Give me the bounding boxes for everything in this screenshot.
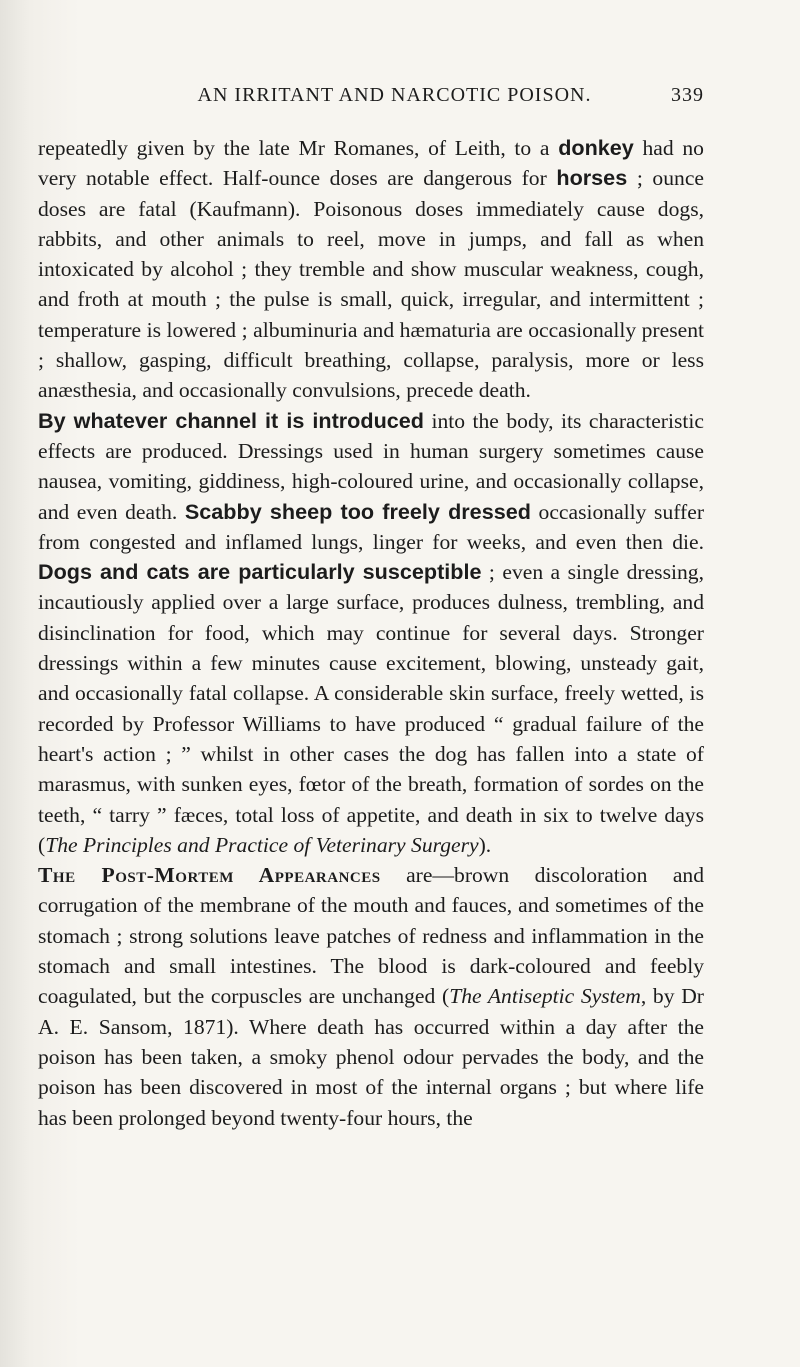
bold-term: donkey <box>558 135 634 160</box>
text-run: ; ounce doses are fatal (Kaufmann). Poisonous doses immediately cause dogs, rabbits, and other animals to reel, move in jumps, and fall as when intoxicated by alcohol ; they tremble and show muscular weakness, cough, and froth at mouth ; the pulse is small, quick, irregular, and intermittent ; temperature is lowered ; albuminuria and hæmaturia are occasionally present ; shallow, gasping, difficult breathing, collapse, paralysis, more or less anæsthesia, and occasionally convulsions, precede death. <box>38 166 704 403</box>
running-header <box>38 84 704 107</box>
citation-title: The Antiseptic System <box>449 984 641 1009</box>
text-run: repeatedly given by the late Mr Romanes, of Leith, to a <box>38 136 559 160</box>
running-title: AN IRRITANT AND NARCOTIC POISON. <box>197 84 592 106</box>
paragraph-2 <box>38 406 704 860</box>
text-run: ). <box>478 832 492 857</box>
text-run: are—brown discoloration and corrugation of the membrane of the mouth and fauces, and sometimes of the stomach ; strong solutions leave patches of redness and inflammation in the stomach and small intestines. The blood is dark-coloured and feebly coagulated, but the corpuscles are unchanged ( <box>38 863 704 1009</box>
page-number: 339 <box>671 84 704 106</box>
bold-term: Dogs and cats are particularly susceptible <box>38 559 482 585</box>
text-run: occasionally suffer from congested and inflamed lungs, linger for weeks, and even then die. <box>38 499 705 554</box>
section-heading: The Post-Mortem Appearances <box>38 863 381 888</box>
body-text <box>38 133 704 1133</box>
text-run: had no very notable effect. Half-ounce doses are dangerous for <box>38 136 704 191</box>
text-run: ; even a single dressing, incautiously applied over a large surface, produces dulness, trembling, and disinclination for food, which may continue for several days. Stronger dressings within a few minutes cause excitement, blowing, unsteady gait, and occasionally fatal collapse. A considerable skin surface, freely wetted, is recorded by Professor Williams to have produced “ gradual failure of the heart's action ; ” whilst in other cases the dog has fallen into a state of marasmus, with sunken eyes, fœtor of the breath, formation of sordes on the teeth, “ tarry ” fæces, total loss of appetite, and death in six to twelve days ( <box>38 560 704 857</box>
bold-term: horses <box>556 165 628 191</box>
citation-title: The Principles and Practice of Veterinary Surgery <box>45 832 479 857</box>
text-run: into the body, its characteristic effects are produced. Dressings used in human surgery sometimes cause nausea, vomiting, giddiness, high-coloured urine, and occasionally collapse, and even death. <box>38 408 704 524</box>
paragraph-1 <box>38 133 704 406</box>
text-run: , by Dr A. E. Sansom, 1871). Where death has occurred within a day after the poison has been taken, a smoky phenol odour pervades the body, and the poison has been discovered in most of the internal organs ; but where life has been prolonged beyond twenty-four hours, the <box>38 984 704 1130</box>
bold-term: Scabby sheep too freely dressed <box>184 498 531 524</box>
bold-term: By whatever channel it is introduced <box>38 407 424 433</box>
paragraph-3 <box>38 860 704 1133</box>
